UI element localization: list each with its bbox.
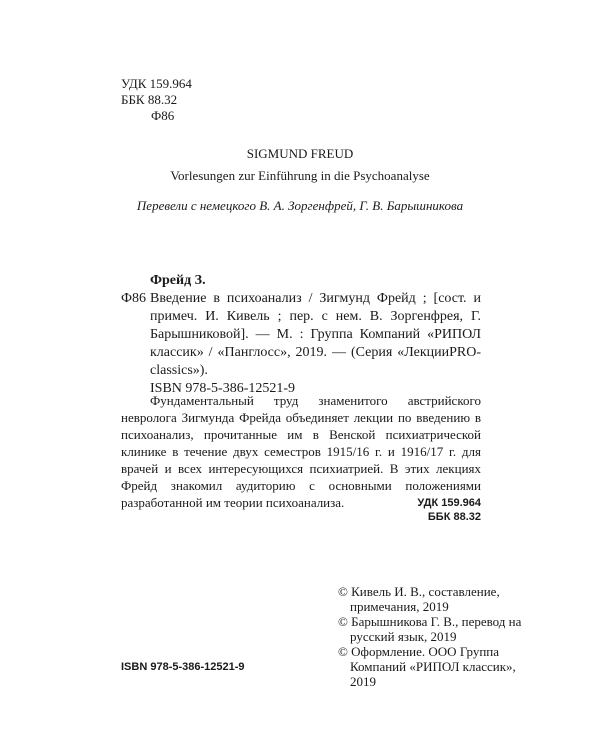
- copyright-design: © Оформление. ООО Группа Компаний «РИПОЛ классик», 2019: [338, 644, 516, 689]
- catalog-card: [121, 272, 481, 398]
- author-mark: Ф86: [151, 108, 175, 123]
- copyright-translator: © Барышникова Г. В., перевод на русский язык, 2019: [338, 614, 522, 644]
- translators-line: Перевели с немецкого В. А. Зоргенфрей, Г. В. Барышникова: [136, 198, 464, 213]
- udk-right: УДК 159.964: [417, 497, 481, 509]
- isbn-bottom: ISBN 978-5-386-12521-9: [121, 661, 245, 673]
- card-author-mark: Ф86: [121, 291, 147, 306]
- card-isbn: ISBN 978-5-386-12521-9: [150, 381, 296, 396]
- original-title: Vorlesungen zur Einführung in die Psychoanalyse: [170, 168, 430, 183]
- original-author: SIGMUND FREUD: [246, 146, 354, 161]
- classification-codes: [121, 76, 192, 124]
- bbk-right: ББК 88.32: [427, 511, 481, 523]
- annotation: [121, 392, 481, 511]
- bbk-code: ББК 88.32: [121, 92, 178, 107]
- card-author: Фрейд З.: [150, 273, 206, 288]
- card-description: Введение в психоанализ / Зигмунд Фрейд ; [сост. и примеч. И. Кивель ; пер. с нем. В. Зоргенфрея, Г. Барышниковой]. — М. : Группа Компаний «РИПОЛ классик» / «Панглосс», 2019. — (Серия «ЛекцииPRO-classics»).: [150, 291, 481, 378]
- copyright-block: [338, 584, 538, 689]
- annotation-text: Фундаментальный труд знаменитого австрийского невролога Зигмунда Фрейда объединяет лекции по введению в психоанализ, прочитанные им в Венской психиатрической клинике в течение двух семестров 1915/16 г. и 1916/17 г. для врачей и всех интересующихся психиатрией. В этих лекциях Фрейд знакомил аудиторию с основными положениями разработанной им теории психоанализа.: [121, 393, 481, 510]
- udk-code: УДК 159.964: [121, 76, 192, 91]
- copyright-compiler: © Кивель И. В., составление, примечания, 2019: [338, 584, 500, 614]
